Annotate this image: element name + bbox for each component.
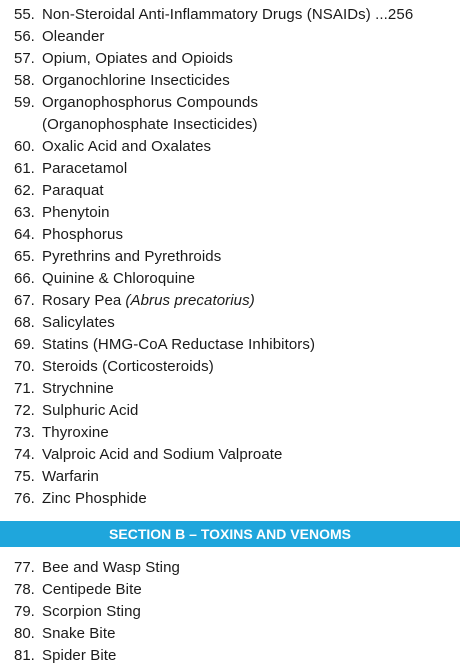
toc-entry-number: 72.	[14, 402, 35, 419]
toc-entry-number: 64.	[14, 226, 35, 243]
toc-entry-title: Quinine & Chloroquine	[42, 270, 196, 287]
toc-entry-number: 71.	[14, 380, 35, 397]
toc-entry[interactable]	[0, 601, 460, 623]
toc-entry-title: Rosary Pea	[42, 292, 122, 309]
toc-entry-number: 57.	[14, 50, 35, 67]
toc-entry[interactable]	[0, 48, 460, 70]
toc-entry-number: 76.	[14, 490, 35, 507]
toc-list-section-a	[0, 4, 460, 510]
toc-entry-title: Statins (HMG-CoA Reductase Inhibitors)	[42, 336, 316, 353]
toc-entry[interactable]	[0, 356, 460, 378]
toc-entry-title: Phenytoin	[42, 204, 110, 221]
toc-entry-number: 67.	[14, 292, 35, 309]
toc-entry-number: 80.	[14, 625, 35, 642]
toc-entry-number: 70.	[14, 358, 35, 375]
toc-entry[interactable]	[0, 488, 460, 510]
toc-entry-number: 79.	[14, 603, 35, 620]
toc-entry[interactable]	[0, 290, 460, 312]
toc-entry[interactable]	[0, 202, 460, 224]
toc-entry-title: Sulphuric Acid	[42, 402, 139, 419]
toc-entry-number: 73.	[14, 424, 35, 441]
toc-entry[interactable]	[0, 158, 460, 180]
toc-entry-title: Paraquat	[42, 182, 104, 199]
toc-entry-number: 63.	[14, 204, 35, 221]
toc-entry-number: 60.	[14, 138, 35, 155]
toc-entry[interactable]	[0, 557, 460, 579]
toc-entry-title: Warfarin	[42, 468, 99, 485]
toc-list-section-b	[0, 557, 460, 667]
toc-entry[interactable]	[0, 312, 460, 334]
toc-entry[interactable]	[0, 378, 460, 400]
toc-entry-number: 81.	[14, 647, 35, 664]
toc-entry-number: 56.	[14, 28, 35, 45]
toc-entry-title: Pyrethrins and Pyrethroids	[42, 248, 222, 265]
toc-entry-title: Non-Steroidal Anti-Inflammatory Drugs (NSAIDs) ...256	[42, 6, 414, 23]
toc-entry-title: Strychnine	[42, 380, 114, 397]
toc-entry[interactable]	[0, 334, 460, 356]
toc-entry[interactable]	[0, 180, 460, 202]
toc-entry[interactable]	[0, 70, 460, 92]
toc-entry-number: 66.	[14, 270, 35, 287]
toc-entry-title: Zinc Phosphide	[42, 490, 147, 507]
toc-entry-title-continued: (Organophosphate Insecticides)	[42, 116, 258, 133]
toc-entry-title: Valproic Acid and Sodium Valproate	[42, 446, 283, 463]
toc-entry-number: 61.	[14, 160, 35, 177]
toc-entry-scientific-name: (Abrus precatorius)	[125, 292, 255, 309]
toc-entry-title: Opium, Opiates and Opioids	[42, 50, 234, 67]
toc-entry[interactable]	[0, 645, 460, 667]
toc-entry[interactable]	[0, 400, 460, 422]
toc-entry[interactable]	[0, 444, 460, 466]
toc-entry[interactable]	[0, 246, 460, 268]
toc-entry[interactable]	[0, 136, 460, 158]
toc-entry[interactable]	[0, 92, 460, 114]
toc-entry-number: 75.	[14, 468, 35, 485]
toc-entry-number: 62.	[14, 182, 35, 199]
toc-entry[interactable]	[0, 4, 460, 26]
toc-entry-number: 65.	[14, 248, 35, 265]
toc-entry[interactable]	[0, 466, 460, 488]
toc-entry-number: 69.	[14, 336, 35, 353]
toc-entry-number: 55.	[14, 6, 35, 23]
toc-entry-title: Scorpion Sting	[42, 603, 141, 620]
toc-entry-continuation[interactable]	[0, 114, 460, 136]
toc-entry[interactable]	[0, 623, 460, 645]
toc-entry-title: Steroids (Corticosteroids)	[42, 358, 214, 375]
toc-entry-title: Paracetamol	[42, 160, 128, 177]
toc-entry[interactable]	[0, 579, 460, 601]
toc-entry-number: 58.	[14, 72, 35, 89]
toc-entry-title: Oxalic Acid and Oxalates	[42, 138, 212, 155]
toc-entry-title: Phosphorus	[42, 226, 124, 243]
toc-entry[interactable]	[0, 224, 460, 246]
toc-entry-title: Oleander	[42, 28, 105, 45]
toc-entry-title: Spider Bite	[42, 647, 117, 664]
toc-entry-number: 68.	[14, 314, 35, 331]
toc-entry-title: Organochlorine Insecticides	[42, 72, 230, 89]
toc-entry[interactable]	[0, 268, 460, 290]
toc-entry-title: Salicylates	[42, 314, 115, 331]
toc-entry-number: 74.	[14, 446, 35, 463]
toc-entry-title: Snake Bite	[42, 625, 116, 642]
section-b-heading-banner: SECTION B – TOXINS AND VENOMS	[0, 521, 460, 547]
toc-entry-title: Bee and Wasp Sting	[42, 559, 180, 576]
toc-entry[interactable]	[0, 422, 460, 444]
toc-entry-number: 78.	[14, 581, 35, 598]
toc-entry[interactable]	[0, 26, 460, 48]
toc-entry-title: Organophosphorus Compounds	[42, 94, 259, 111]
toc-entry-number: 59.	[14, 94, 35, 111]
toc-entry-number: 77.	[14, 559, 35, 576]
toc-entry-title: Centipede Bite	[42, 581, 142, 598]
toc-entry-title: Thyroxine	[42, 424, 109, 441]
